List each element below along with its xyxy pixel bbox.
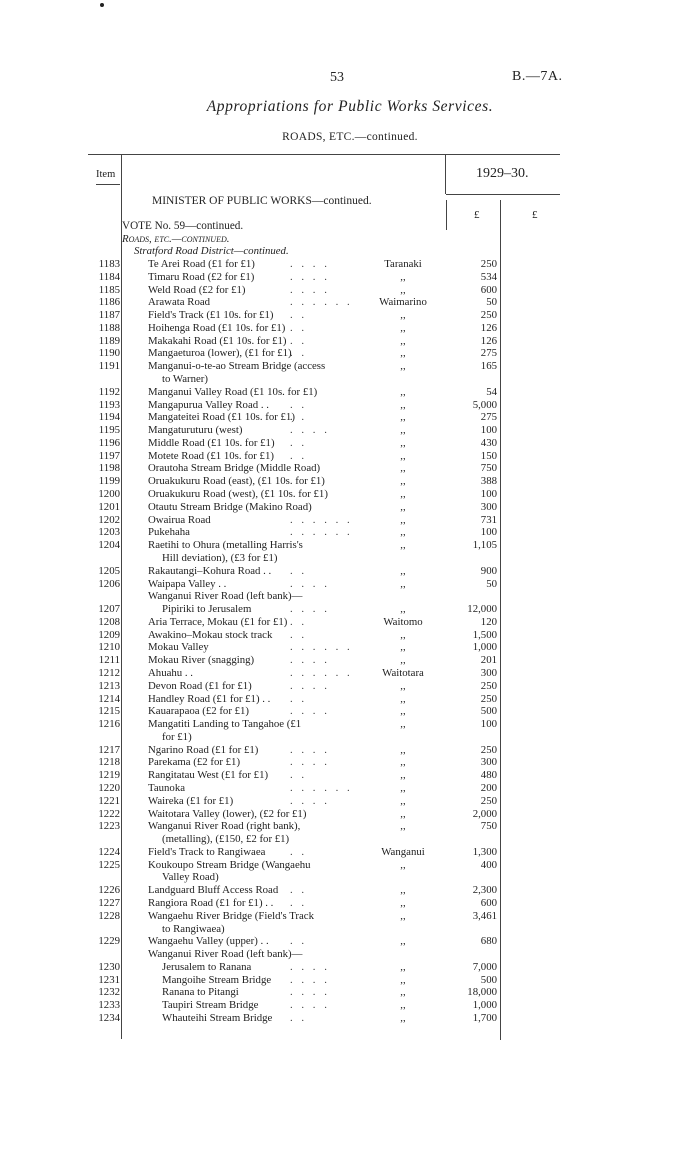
amount: 3,461 (472, 909, 497, 922)
amount: 54 (486, 385, 497, 398)
item-description: Devon Road (£1 for £1) (148, 679, 252, 692)
amount: 1,000 (472, 641, 497, 654)
page-number: 53 (330, 70, 344, 85)
amount: 250 (480, 692, 497, 705)
leader-dots: . . (290, 449, 308, 462)
amount: 600 (480, 897, 497, 909)
amount: 400 (480, 858, 497, 871)
item-description: Waireka (£1 for £1) (148, 794, 234, 807)
item-number: 1221 (98, 794, 120, 807)
item-description: Ranana to Pitangi (162, 986, 239, 999)
item-number: 1212 (98, 666, 120, 679)
amount: 275 (480, 347, 497, 360)
item-number: 1204 (98, 539, 120, 552)
road-district: ,, (400, 513, 406, 526)
item-number: 1207 (98, 603, 120, 616)
amount: 50 (486, 296, 497, 309)
item-description: Arawata Road (148, 296, 211, 309)
amount: 2,300 (472, 884, 497, 897)
road-district: ,, (400, 500, 406, 513)
road-district: ,, (400, 858, 406, 871)
road-district: ,, (400, 424, 406, 437)
road-district: ,, (400, 820, 406, 833)
road-district: ,, (400, 960, 406, 973)
item-number: 1188 (98, 321, 120, 334)
item-description: Field's Track (£1 10s. for £1) (148, 309, 274, 322)
road-district: ,, (400, 781, 406, 794)
item-number: 1196 (98, 436, 120, 449)
item-description: Wanganui River Road (left bank)— (148, 590, 303, 603)
item-number: 1210 (98, 641, 120, 654)
item-number: 1189 (98, 334, 120, 347)
item-number: 1190 (98, 347, 120, 360)
item-description: Rangiora Road (£1 for £1) . . (148, 897, 274, 909)
item-description: Taupiri Stream Bridge (162, 999, 259, 1012)
amount: 480 (480, 769, 497, 782)
amount: 7,000 (472, 960, 497, 973)
road-district: ,, (400, 462, 406, 475)
leader-dots: . . (290, 1012, 308, 1025)
amount: 300 (480, 666, 497, 679)
item-description: Taunoka (148, 781, 186, 794)
road-district: ,, (400, 526, 406, 539)
amount: 100 (480, 718, 497, 731)
road-district: ,, (400, 1012, 406, 1025)
leader-dots: . . . . (290, 258, 330, 270)
road-district: ,, (400, 411, 406, 424)
amount: 275 (480, 411, 497, 424)
item-number: 1191 (98, 360, 120, 373)
road-district: ,, (400, 398, 406, 411)
road-district: ,, (400, 360, 406, 373)
item-number: 1230 (98, 960, 120, 973)
road-district: ,, (400, 897, 406, 909)
item-column-header: Item (96, 169, 116, 180)
item-number: 1223 (98, 820, 120, 833)
item-description: Ngarino Road (£1 for £1) (148, 743, 259, 756)
item-number: 1194 (98, 411, 120, 424)
item-description: to Warner) (162, 373, 208, 386)
item-description: Te Arei Road (£1 for £1) (148, 258, 255, 270)
item-description: Whauteihi Stream Bridge (162, 1012, 273, 1025)
leader-dots: . . (290, 436, 308, 449)
amount: 600 (480, 283, 497, 296)
item-number: 1227 (98, 897, 120, 909)
amount: 126 (480, 321, 497, 334)
item-description: Rakautangi–Kohura Road . . (148, 564, 272, 577)
leader-dots: . . (290, 564, 308, 577)
amount: 500 (480, 973, 497, 986)
amount: 200 (480, 781, 497, 794)
item-description: Orautoha Stream Bridge (Middle Road) (148, 462, 321, 475)
leader-dots: . . (290, 321, 308, 334)
item-description: Motete Road (£1 10s. for £1) (148, 449, 274, 462)
amount: 750 (480, 820, 497, 833)
item-description: Oruakukuru Road (west), (£1 10s. for £1) (148, 488, 328, 501)
amount: 100 (480, 526, 497, 539)
road-district: ,, (400, 756, 406, 769)
amount: 100 (480, 488, 497, 501)
amount: 1,000 (472, 999, 497, 1012)
amount: 1,105 (472, 539, 497, 552)
item-number: 1211 (98, 654, 120, 667)
header-bottom-rule (96, 184, 120, 185)
stray-dot-mark (100, 3, 104, 7)
table-top-rule (88, 154, 560, 155)
item-description: Raetihi to Ohura (metalling Harris's (148, 539, 303, 552)
amount: 5,000 (472, 398, 497, 411)
amount: 430 (480, 436, 497, 449)
road-district: ,, (400, 385, 406, 398)
item-description: Timaru Road (£2 for £1) (148, 270, 255, 283)
item-description: Otautu Stream Bridge (Makino Road) (148, 500, 312, 513)
leader-dots: . . (290, 628, 308, 641)
currency-unit-2: £ (532, 209, 538, 221)
leader-dots: . . . . (290, 577, 330, 590)
item-description: Makakahi Road (£1 10s. for £1) (148, 334, 287, 347)
amount: 300 (480, 756, 497, 769)
leader-dots: . . (290, 615, 308, 628)
item-number: 1231 (98, 973, 120, 986)
document-reference: B.—7A. (512, 69, 563, 84)
district-subheading: Stratford Road District—continued. (134, 245, 289, 257)
leader-dots: . . . . . . (290, 781, 353, 794)
item-number: 1198 (98, 462, 120, 475)
item-description: Mangapurua Valley Road . . (148, 398, 269, 411)
amount: 18,000 (467, 986, 497, 999)
ministry-heading: MINISTER OF PUBLIC WORKS—continued. (152, 195, 372, 207)
road-district: ,, (400, 794, 406, 807)
leader-dots: . . (290, 347, 308, 360)
item-number: 1222 (98, 807, 120, 820)
leader-dots: . . (290, 398, 308, 411)
amount: 250 (480, 679, 497, 692)
item-description: Mokau Valley (148, 641, 209, 654)
currency-unit-1: £ (474, 209, 480, 221)
leader-dots: . . (290, 884, 308, 897)
item-number: 1184 (98, 270, 120, 283)
road-district: ,, (400, 641, 406, 654)
road-district: ,, (400, 743, 406, 756)
item-description: Owairua Road (148, 513, 211, 526)
amount: 1,500 (472, 628, 497, 641)
road-district: Waitotara (382, 666, 424, 679)
item-description: Jerusalem to Ranana (162, 960, 252, 973)
item-column-rule (121, 154, 122, 1039)
item-number: 1199 (98, 475, 120, 488)
road-district: ,, (400, 628, 406, 641)
amount: 50 (486, 577, 497, 590)
vote-heading: VOTE No. 59—continued. (122, 220, 244, 232)
leader-dots: . . . . . . (290, 666, 353, 679)
amount: 534 (480, 270, 497, 283)
road-district: ,, (400, 270, 406, 283)
leader-dots: . . . . (290, 756, 330, 769)
road-district: ,, (400, 769, 406, 782)
leader-dots: . . . . (290, 705, 330, 718)
road-district: ,, (400, 705, 406, 718)
item-description: Koukoupo Stream Bridge (Wangaehu (148, 858, 311, 871)
item-description: Middle Road (£1 10s. for £1) (148, 436, 275, 449)
leader-dots: . . . . (290, 270, 330, 283)
leader-dots: . . . . (290, 960, 330, 973)
amount: 100 (480, 424, 497, 437)
item-description: Hill deviation), (£3 for £1) (162, 551, 278, 564)
item-description: Mokau River (snagging) (148, 654, 255, 667)
year-column-rule (445, 154, 446, 194)
item-description: Mangatiti Landing to Tangahoe (£1 (148, 718, 302, 731)
item-number: 1216 (98, 718, 120, 731)
amount: 300 (480, 500, 497, 513)
amount: 900 (480, 564, 497, 577)
item-description: Mangoihe Stream Bridge (162, 973, 272, 986)
road-district: ,, (400, 475, 406, 488)
item-description: Wangaehu River Bridge (Field's Track (148, 909, 315, 922)
item-description: Ahuahu . . (148, 666, 193, 679)
leader-dots: . . (290, 411, 308, 424)
leader-dots: . . . . (290, 654, 330, 667)
leader-dots: . . (290, 897, 308, 909)
leader-dots: . . . . (290, 986, 330, 999)
amount: 201 (480, 654, 497, 667)
leader-dots: . . . . (290, 794, 330, 807)
item-number: 1201 (98, 500, 120, 513)
amount: 500 (480, 705, 497, 718)
item-description: for £1) (162, 730, 192, 743)
road-district: ,, (400, 564, 406, 577)
amount: 2,000 (472, 807, 497, 820)
year-underline-rule (446, 194, 560, 195)
road-district: ,, (400, 321, 406, 334)
leader-dots: . . (290, 845, 308, 858)
leader-dots: . . . . . . (290, 641, 353, 654)
item-description: (metalling), (£150, £2 for £1) (162, 833, 290, 846)
road-district: ,, (400, 603, 406, 616)
leader-dots: . . (290, 334, 308, 347)
item-number: 1219 (98, 769, 120, 782)
item-number: 1205 (98, 564, 120, 577)
amount: 1,300 (472, 845, 497, 858)
road-district: Wanganui (381, 845, 425, 858)
item-number: 1195 (98, 424, 120, 437)
amount: 250 (480, 743, 497, 756)
item-description: Aria Terrace, Mokau (£1 for £1) (148, 615, 288, 628)
leader-dots: . . . . . . (290, 513, 353, 526)
item-number: 1215 (98, 705, 120, 718)
road-district: ,, (400, 679, 406, 692)
leader-dots: . . . . (290, 743, 330, 756)
item-description: Wangaehu Valley (upper) . . (148, 935, 269, 948)
road-district: ,, (400, 986, 406, 999)
item-description: Field's Track to Rangiwaea (148, 845, 266, 858)
item-number: 1206 (98, 577, 120, 590)
road-district: Waimarino (379, 296, 427, 309)
item-number: 1208 (98, 615, 120, 628)
road-district: Waitomo (383, 615, 423, 628)
item-number: 1232 (98, 986, 120, 999)
item-description: Mangaeturoa (lower), (£1 for £1) (148, 347, 292, 360)
road-district: ,, (400, 692, 406, 705)
item-number: 1217 (98, 743, 120, 756)
item-description: Hoihenga Road (£1 10s. for £1) (148, 321, 286, 334)
item-description: Valley Road) (162, 871, 219, 884)
item-number: 1228 (98, 909, 120, 922)
item-description: Oruakukuru Road (east), (£1 10s. for £1) (148, 475, 325, 488)
leader-dots: . . . . (290, 283, 330, 296)
road-district: ,, (400, 935, 406, 948)
amount: 165 (480, 360, 497, 373)
amount: 731 (480, 513, 497, 526)
leader-dots: . . (290, 309, 308, 322)
item-description: Weld Road (£2 for £1) (148, 283, 246, 296)
leader-dots: . . . . (290, 424, 330, 437)
item-description: Landguard Bluff Access Road (148, 884, 279, 897)
item-number: 1233 (98, 999, 120, 1012)
item-description: Pukehaha (148, 526, 190, 539)
item-number: 1225 (98, 858, 120, 871)
roads-subheading: Roads, etc.—continued. (122, 233, 230, 245)
item-description: Manganui Valley Road (£1 10s. for £1) (148, 385, 318, 398)
item-number: 1234 (98, 1012, 120, 1025)
item-number: 1192 (98, 385, 120, 398)
road-district: ,, (400, 436, 406, 449)
amount: 250 (480, 258, 497, 270)
section-heading: ROADS, ETC.—continued. (282, 131, 418, 143)
amount: 250 (480, 794, 497, 807)
item-number: 1220 (98, 781, 120, 794)
item-number: 1226 (98, 884, 120, 897)
road-district: ,, (400, 807, 406, 820)
item-description: Pipiriki to Jerusalem (162, 603, 252, 616)
road-district: ,, (400, 347, 406, 360)
item-number: 1202 (98, 513, 120, 526)
item-description: Kauarapaoa (£2 for £1) (148, 705, 250, 718)
item-description: Mangaturuturu (west) (148, 424, 243, 437)
amount: 12,000 (467, 603, 497, 616)
road-district: ,, (400, 909, 406, 922)
item-description: Wanganui River Road (left bank)— (148, 948, 303, 961)
item-number: 1218 (98, 756, 120, 769)
item-number: 1224 (98, 845, 120, 858)
item-number: 1229 (98, 935, 120, 948)
leader-dots: . . (290, 692, 308, 705)
item-number: 1197 (98, 449, 120, 462)
amount: 150 (480, 449, 497, 462)
item-number: 1200 (98, 488, 120, 501)
item-description: Wanganui River Road (right bank), (148, 820, 301, 833)
item-number: 1183 (98, 258, 120, 270)
leader-dots: . . (290, 935, 308, 948)
road-district: ,, (400, 884, 406, 897)
amount: 750 (480, 462, 497, 475)
item-description: Waitotara Valley (lower), (£2 for £1) (148, 807, 307, 820)
amount: 680 (480, 935, 497, 948)
amount: 388 (480, 475, 497, 488)
item-number: 1193 (98, 398, 120, 411)
road-district: ,, (400, 283, 406, 296)
road-district: ,, (400, 309, 406, 322)
road-district: ,, (400, 654, 406, 667)
leader-dots: . . . . (290, 679, 330, 692)
amount: 126 (480, 334, 497, 347)
leader-dots: . . . . . . (290, 296, 353, 309)
road-district: ,, (400, 973, 406, 986)
item-number: 1214 (98, 692, 120, 705)
item-description: Mangateitei Road (£1 10s. for £1) (148, 411, 295, 424)
road-district: ,, (400, 577, 406, 590)
item-number: 1203 (98, 526, 120, 539)
item-description: Awakino–Mokau stock track (148, 628, 273, 641)
item-description: Manganui-o-te-ao Stream Bridge (access (148, 360, 326, 373)
road-district: ,, (400, 999, 406, 1012)
leader-dots: . . . . (290, 973, 330, 986)
amount: 250 (480, 309, 497, 322)
item-number: 1185 (98, 283, 120, 296)
page-title: Appropriations for Public Works Services. (206, 98, 494, 115)
item-description: Handley Road (£1 for £1) . . (148, 692, 271, 705)
amount-column-rule-1 (500, 200, 501, 1040)
leader-dots: . . . . (290, 603, 330, 616)
item-description: Rangitatau West (£1 for £1) (148, 769, 269, 782)
amount: 1,700 (472, 1012, 497, 1025)
amount: 120 (480, 615, 497, 628)
item-description: to Rangiwaea) (162, 922, 225, 935)
item-number: 1213 (98, 679, 120, 692)
item-number: 1209 (98, 628, 120, 641)
item-description: Parekama (£2 for £1) (148, 756, 241, 769)
road-district: Taranaki (384, 258, 422, 270)
road-district: ,, (400, 718, 406, 731)
road-district: ,, (400, 334, 406, 347)
item-number: 1187 (98, 309, 120, 322)
leader-dots: . . . . (290, 999, 330, 1012)
amount-column-rule-2 (446, 200, 447, 230)
road-district: ,, (400, 488, 406, 501)
item-description: Waipapa Valley . . (148, 577, 227, 590)
year-column-header: 1929–30. (476, 166, 529, 181)
leader-dots: . . (290, 769, 308, 782)
leader-dots: . . . . . . (290, 526, 353, 539)
road-district: ,, (400, 449, 406, 462)
road-district: ,, (400, 539, 406, 552)
item-number: 1186 (98, 296, 120, 309)
